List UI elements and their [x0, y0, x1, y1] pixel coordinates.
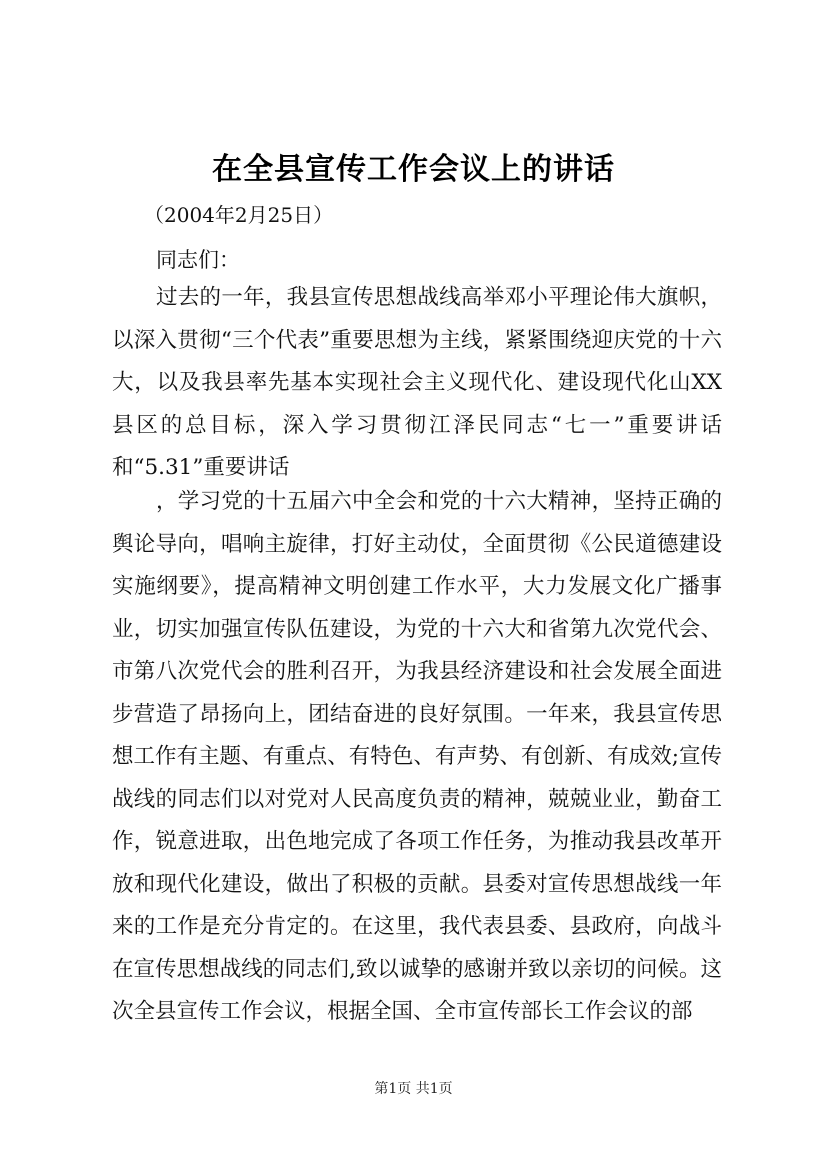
document-title: 在全县宣传工作会议上的讲话 — [212, 152, 615, 187]
paragraph-1: 过去的一年，我县宣传思想战线高举邓小平理论伟大旗帜，以深入贯彻“三个代表”重要思想为主线，紧紧围绕迎庆党的十六大，以及我县率先基本实现社会主义现代化、建设现代化山XX县区的总目标，深入学习贯彻江泽民同志“七一”重要讲话和“5.31”重要讲话 — [112, 285, 722, 480]
salutation: 同志们： — [156, 248, 240, 272]
paragraph-2: ，学习党的十五届六中全会和党的十六大精神，坚持正确的舆论导向，唱响主旋律，打好主动仗，全面贯彻《公民道德建设实施纲要》，提高精神文明创建工作水平，大力发展文化广播事业，切实加强宣传队伍建设，为党的十六大和省第九次党代会、市第八次党代会的胜利召开，为我县经济建设和社会发展全面进步营造了昂扬向上，团结奋进的良好氛围。一年来，我县宣传思想工作有主题、有重点、有特色、有声势、有创新、有成效;宣传战线的同志们以对党对人民高度负责的精神，兢兢业业，勤奋工作，锐意进取，出色地完成了各项工作任务，为推动我县改革开放和现代化建设，做出了积极的贡献。县委对宣传思想战线一年来的工作是充分肯定的。在这里，我代表县委、县政府，向战斗在宣传思想战线的同志们,致以诚挚的感谢并致以亲切的问候。这次全县宣传工作会议，根据全国、全市宣传部长工作会议的部 — [112, 489, 722, 1024]
speech-date: （2004年2月25日） — [144, 203, 334, 227]
page-footer: 第1页 共1页 — [374, 1081, 453, 1097]
